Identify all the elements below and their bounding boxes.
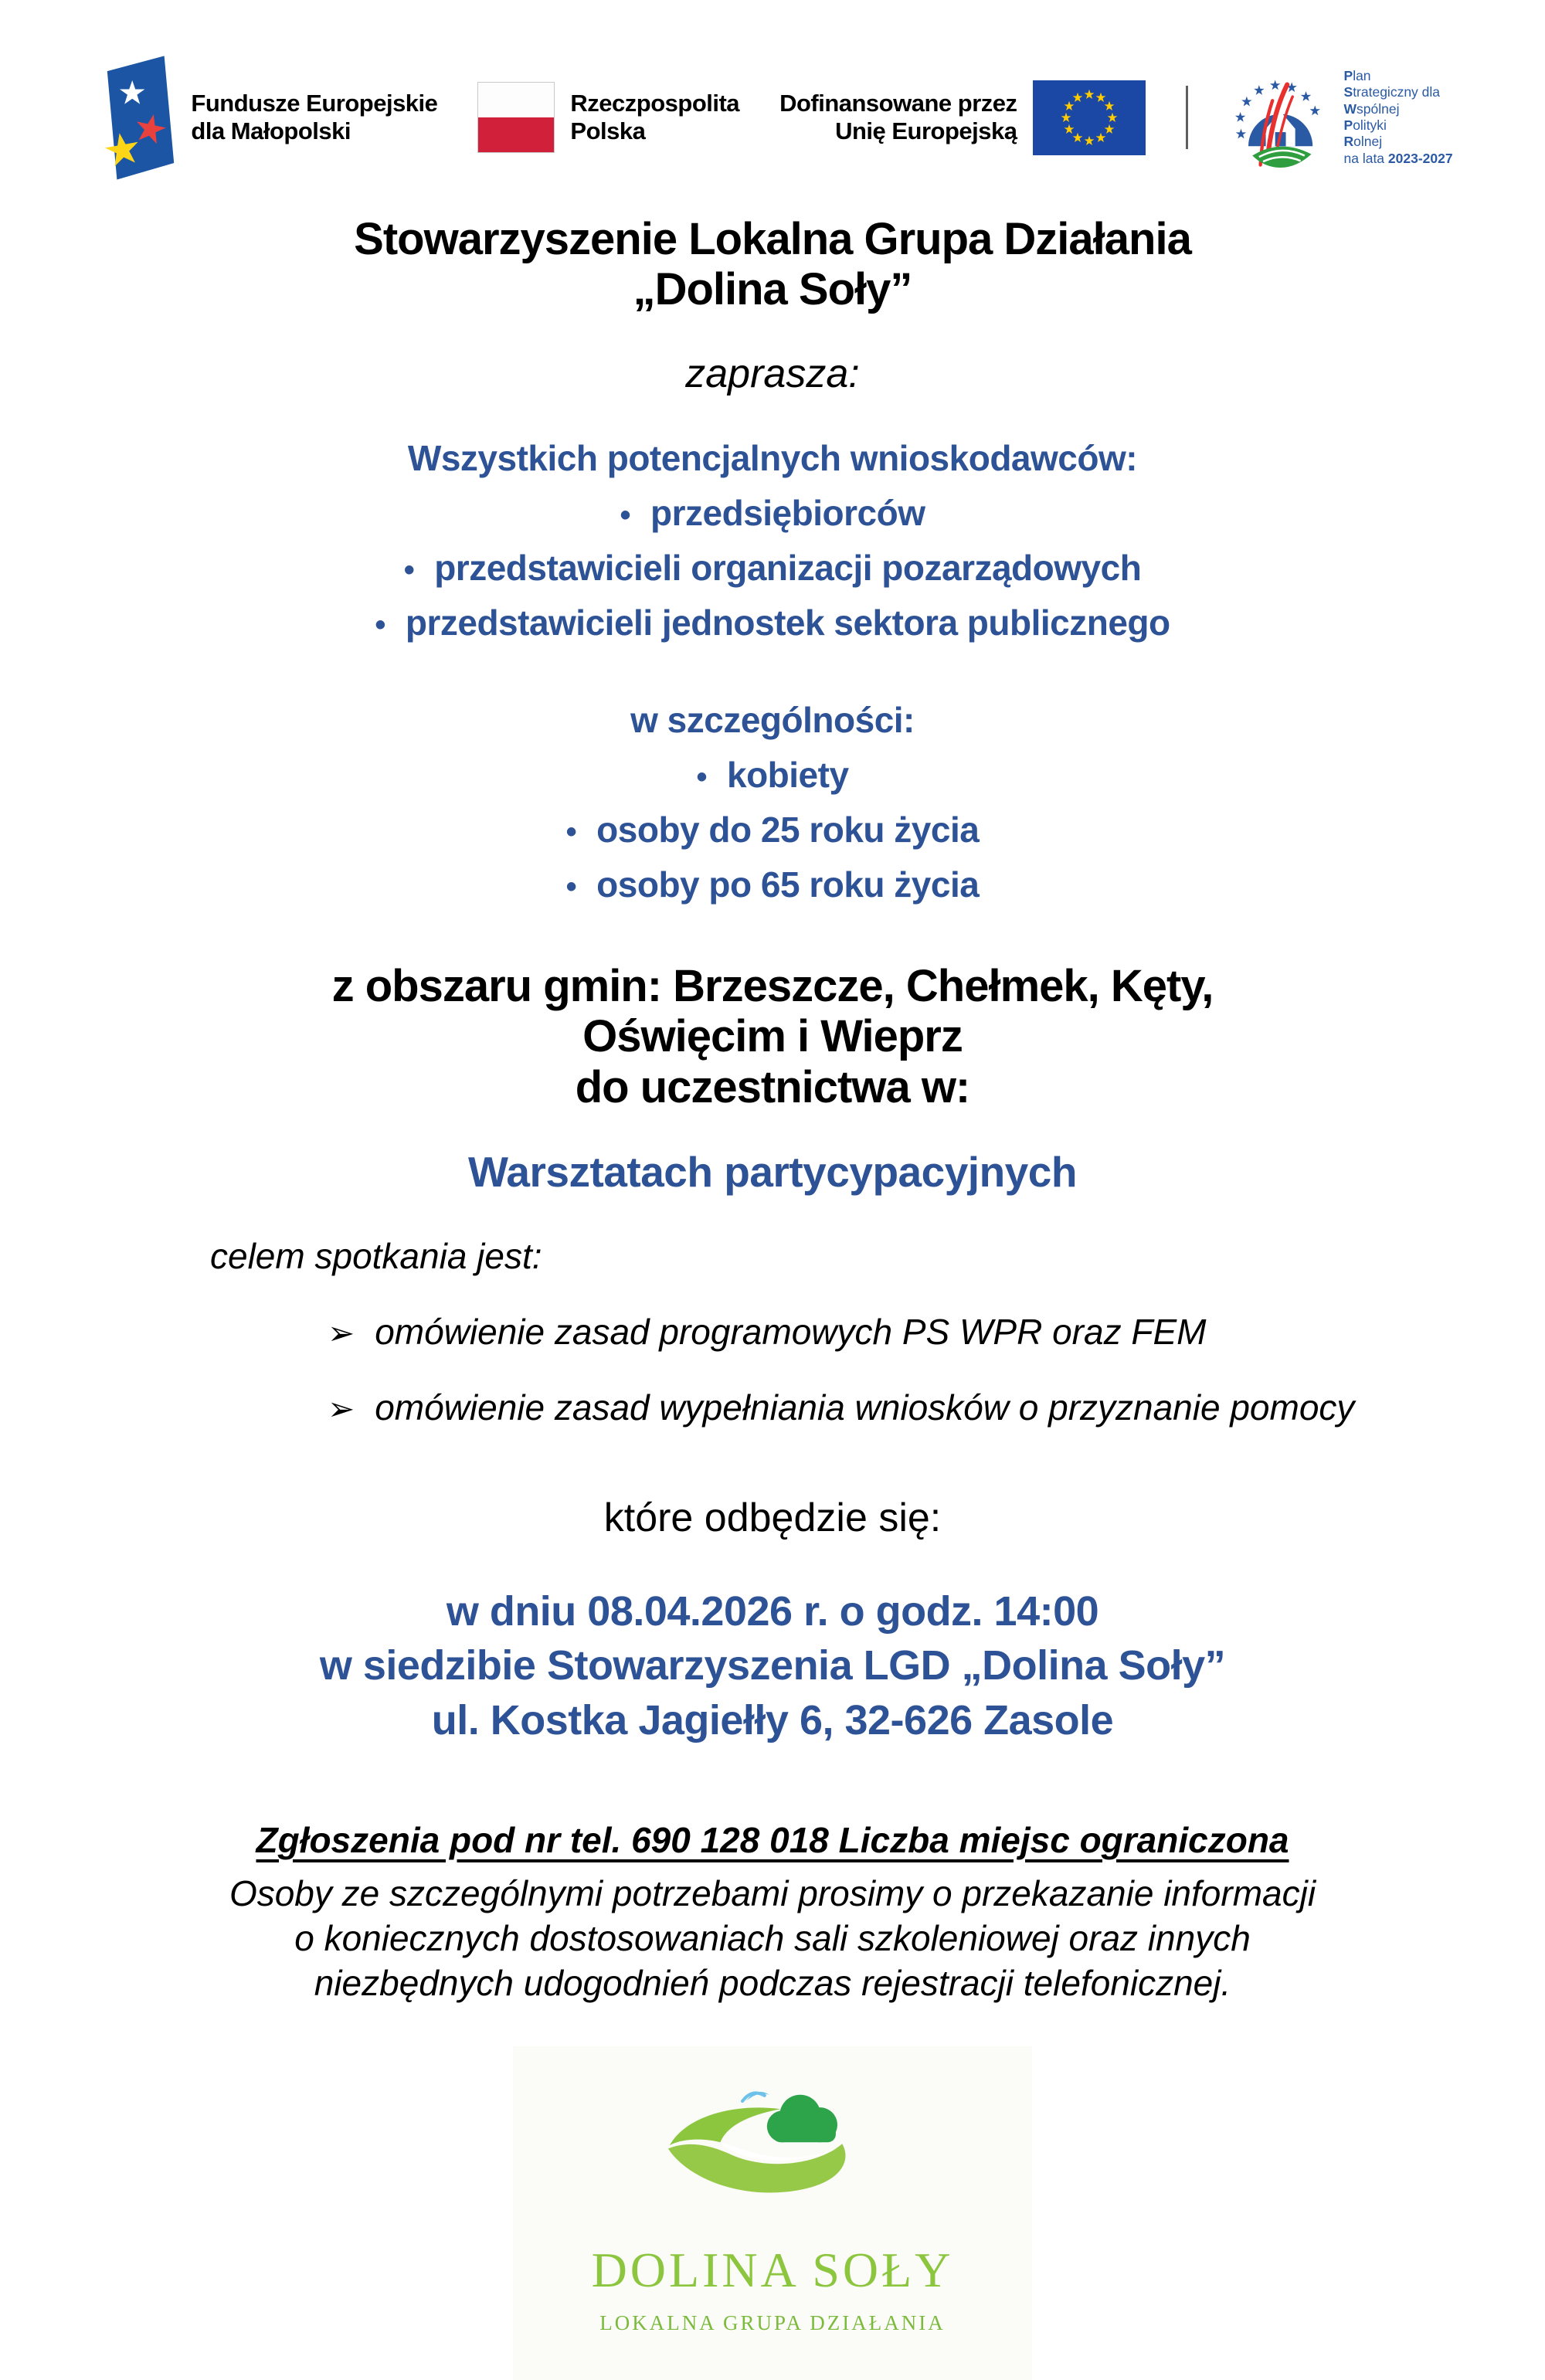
list-item [0, 492, 1545, 534]
invite-text: zaprasza: [685, 351, 860, 396]
registration-headline: Zgłoszenia pod nr tel. 690 128 018 Liczba miejsc ograniczona [256, 1819, 1289, 1860]
dolina-soly-emblem-icon [653, 2069, 892, 2236]
divider [1186, 86, 1188, 149]
note-line: o koniecznych dostosowaniach sali szkoleniowej oraz innych [294, 1917, 1251, 1958]
logo-dofinansowane-ue [779, 80, 1145, 155]
particular-heading: w szczególności: [630, 699, 915, 740]
list-item-label: kobiety [726, 754, 849, 795]
note-line: Osoby ze szczególnymi potrzebami prosimy o przekazanie informacji [229, 1872, 1316, 1913]
area-text [0, 961, 1545, 1113]
poland-flag-icon [477, 82, 555, 153]
note-line: niezbędnych udogodnień podczas rejestracji telefonicznej. [314, 1962, 1231, 2003]
list-item [0, 809, 1545, 850]
logo-label: Polska [570, 117, 646, 144]
purpose-item [328, 1387, 1545, 1428]
arrow-bullet-icon: ➢ [328, 1390, 355, 1427]
funding-logos-row [0, 0, 1545, 179]
list-item-label: osoby do 25 roku życia [596, 809, 980, 850]
wpr-emblem-icon [1228, 67, 1329, 168]
event-line: ul. Kostka Jagiełły 6, 32-626 Zasole [431, 1696, 1114, 1743]
area-line: do uczestnictwa w: [575, 1061, 970, 1112]
dolina-soly-subtitle: LOKALNA GRUPA DZIAŁANIA [599, 2310, 946, 2334]
bullet-icon: • [565, 814, 577, 849]
page-title [0, 215, 1545, 315]
workshop-title: Warsztatach partycypacyjnych [468, 1147, 1077, 1196]
list-item-label: przedstawicieli jednostek sektora publicznego [405, 602, 1170, 643]
registration-note [0, 1872, 1545, 2006]
wpr-label: Plan Strategiczny dla Wspólnej Polityki Rolnej na lata 2023-2027 [1343, 67, 1453, 166]
eu-flag-icon [1033, 80, 1146, 155]
logo-fundusze-europejskie [92, 53, 437, 182]
event-line: w dniu 08.04.2026 r. o godz. 14:00 [446, 1587, 1099, 1635]
dolina-soly-name: DOLINA SOŁY [591, 2242, 954, 2297]
purpose-item-label: omówienie zasad wypełniania wniosków o przyznanie pomocy [375, 1387, 1355, 1428]
list-item [0, 754, 1545, 796]
bullet-icon: • [375, 607, 385, 642]
title-line: Stowarzyszenie Lokalna Grupa Działania [354, 214, 1191, 264]
audience-heading: Wszystkich potencjalnych wnioskodawców: [407, 437, 1138, 478]
list-item-label: osoby po 65 roku życia [596, 864, 980, 905]
list-item [0, 864, 1545, 905]
logo-label: Unię Europejską [835, 117, 1017, 144]
logo-label: dla Małopolski [191, 117, 351, 144]
logo-plan-strategiczny-wpr [1228, 67, 1453, 168]
bullet-icon: • [565, 869, 577, 904]
arrow-bullet-icon: ➢ [328, 1314, 355, 1351]
purpose-item-label: omówienie zasad programowych PS WPR oraz FEM [375, 1311, 1207, 1352]
logo-rzeczpospolita-polska [477, 82, 739, 153]
logo-label: Fundusze Europejskie [191, 90, 438, 117]
logo-label: Rzeczpospolita [570, 90, 740, 117]
when-intro: które odbędzie się: [603, 1495, 942, 1540]
bullet-icon: • [403, 552, 415, 587]
fundusze-europejskie-flag-icon [92, 53, 175, 182]
list-item-label: przedstawicieli organizacji pozarządowych [434, 547, 1142, 588]
area-line: Oświęcim i Wieprz [582, 1011, 963, 1062]
event-line: w siedzibie Stowarzyszenia LGD „Dolina Soły” [319, 1642, 1226, 1689]
bullet-icon: • [620, 497, 631, 532]
title-line: „Dolina Soły” [633, 263, 912, 314]
event-details [0, 1584, 1545, 1748]
list-item [0, 547, 1545, 589]
logo-label: Dofinansowane przez [779, 90, 1017, 117]
purpose-item [328, 1311, 1545, 1353]
area-line: z obszaru gmin: Brzeszcze, Chełmek, Kęty, [331, 960, 1214, 1011]
bullet-icon: • [696, 759, 707, 794]
purpose-heading: celem spotkania jest: [210, 1235, 542, 1276]
dolina-soly-logo [513, 2046, 1032, 2380]
list-item-label: przedsiębiorców [650, 492, 925, 533]
list-item [0, 602, 1545, 643]
